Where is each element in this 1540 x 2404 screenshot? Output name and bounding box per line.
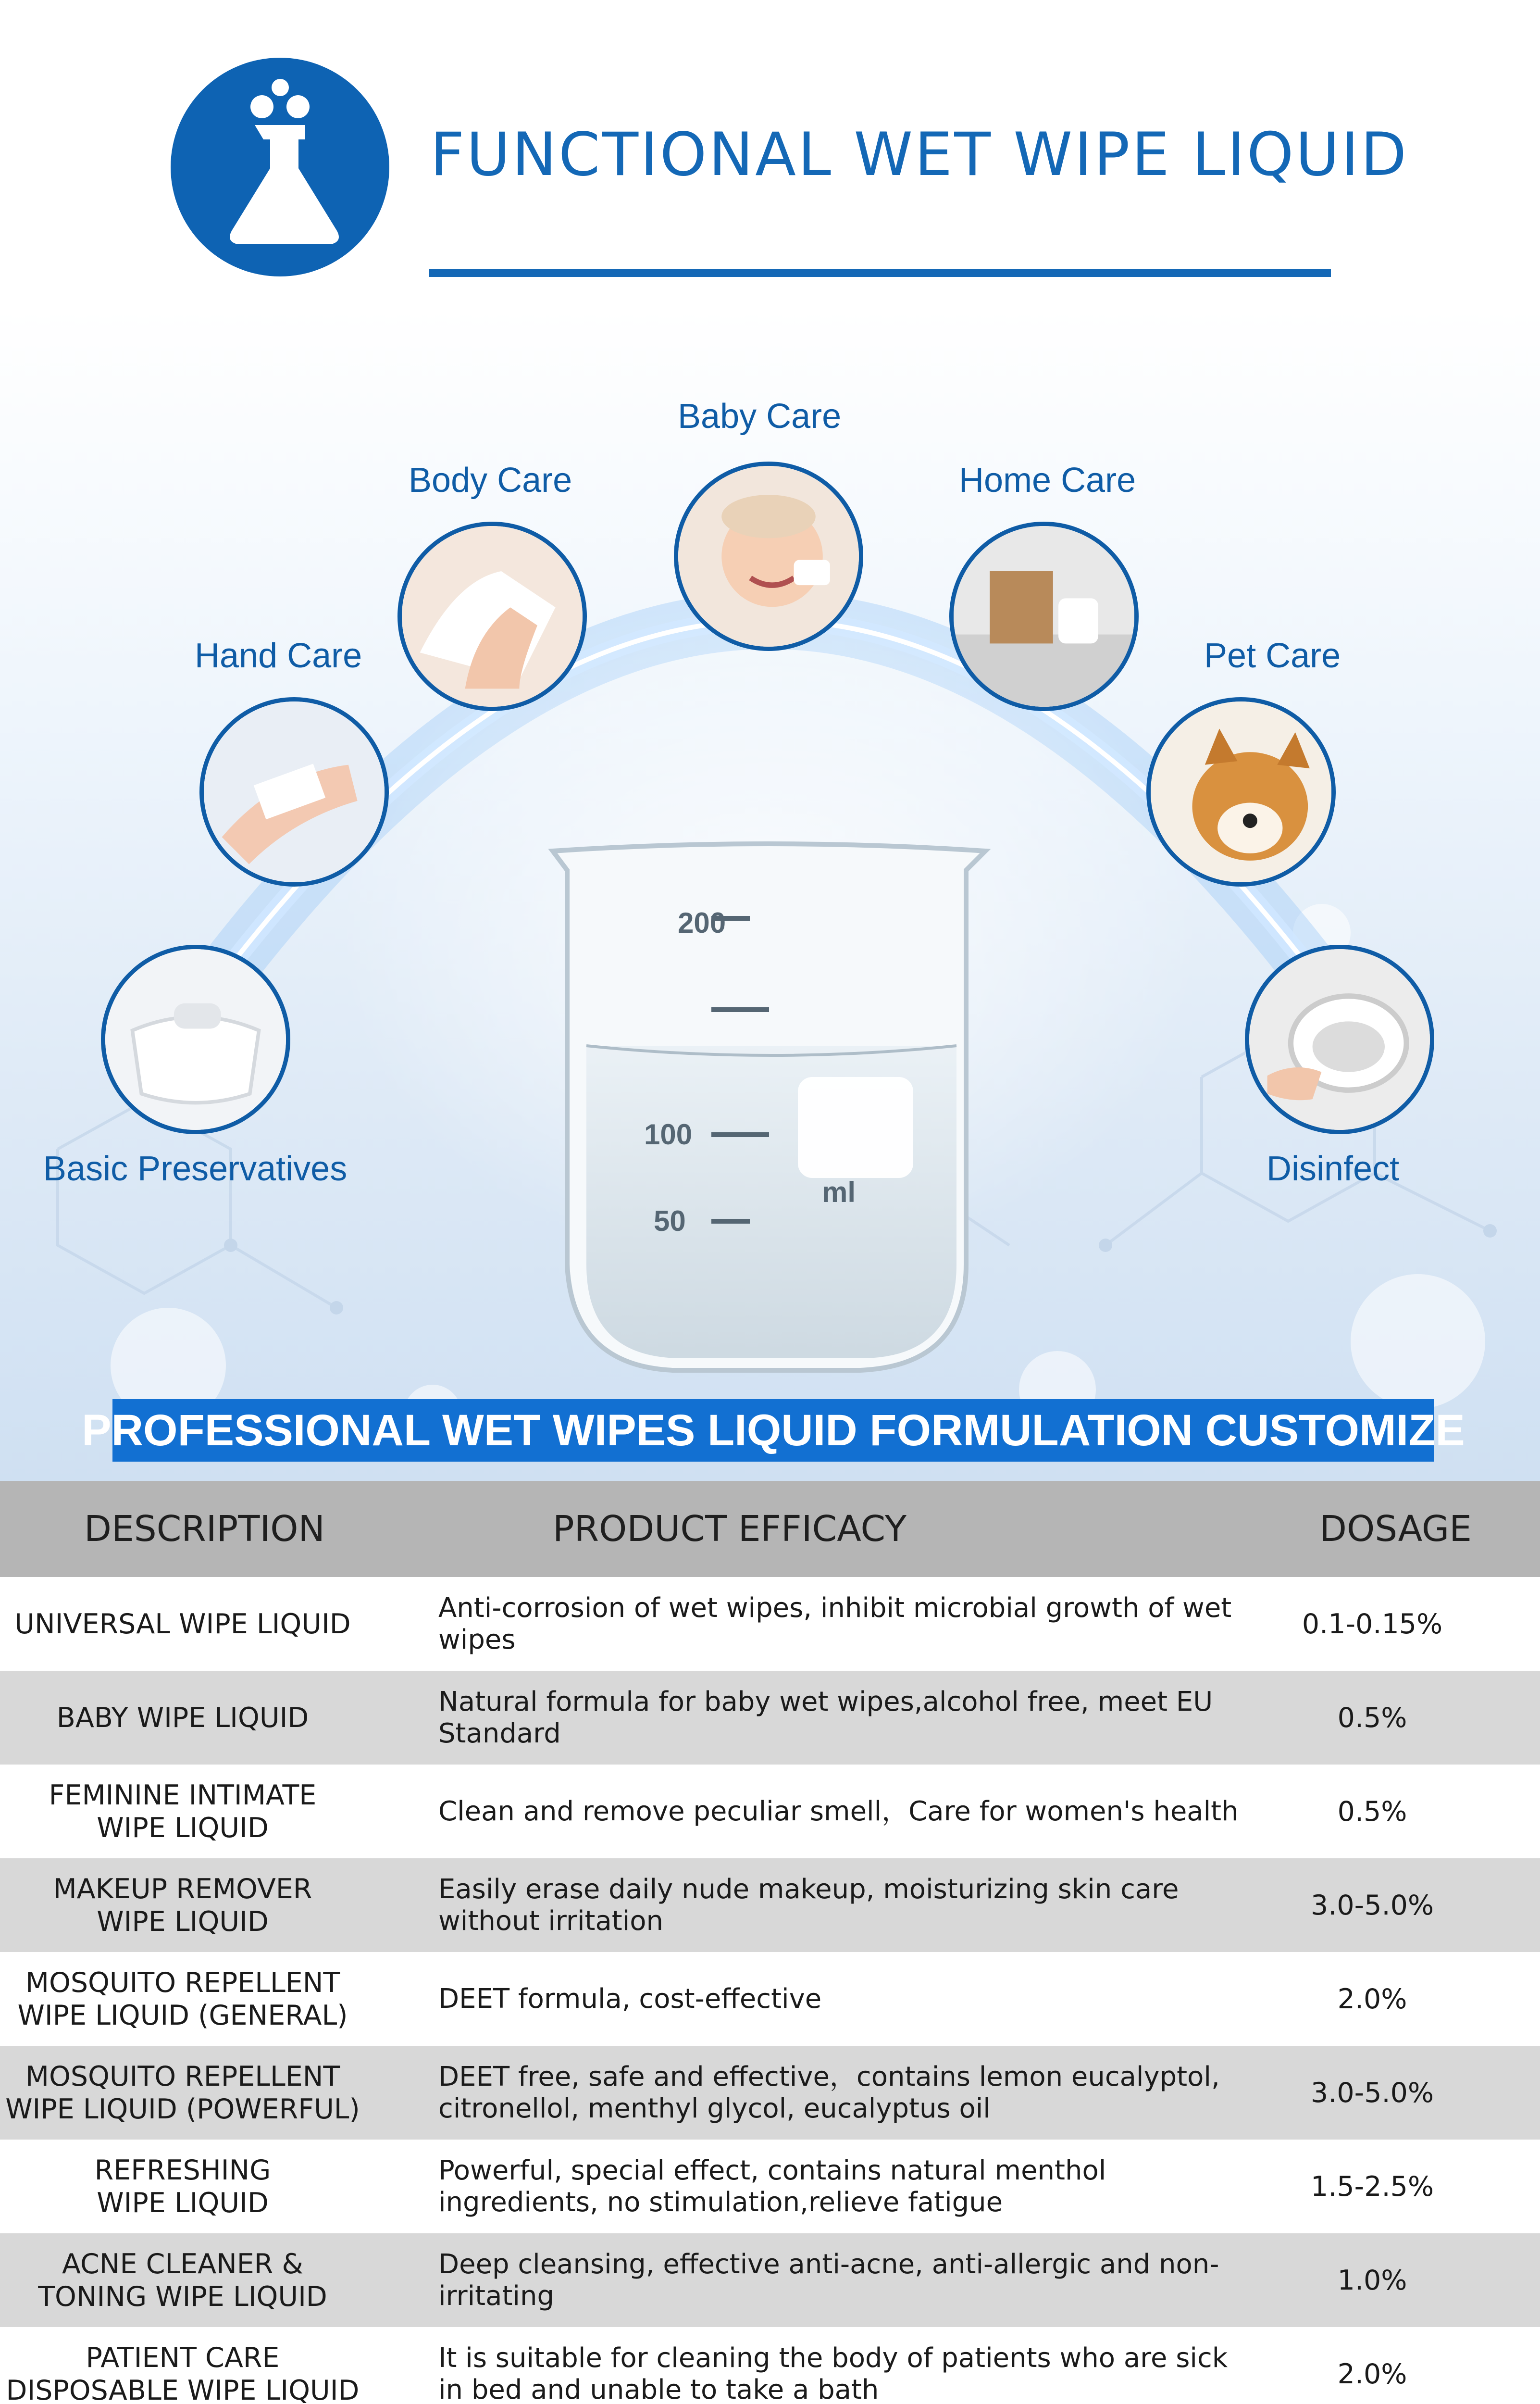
beaker-mark-200: 200 [678, 907, 726, 939]
product-efficacy [438, 1952, 1246, 2046]
kitchen-wiping-photo [949, 522, 1139, 711]
table-row [0, 1858, 1540, 1952]
header-description: DESCRIPTION [84, 1508, 325, 1550]
table-row [0, 1577, 1540, 1671]
beaker-mark-100: 100 [644, 1118, 693, 1151]
table-row [0, 2327, 1540, 2404]
product-efficacy [438, 2327, 1246, 2404]
flask-icon [171, 58, 389, 276]
product-dosage-text: 0.5% [1337, 1702, 1407, 1734]
customize-banner: PROFESSIONAL WET WIPES LIQUID FORMULATION CUSTOMIZE [112, 1399, 1434, 1462]
product-efficacy [438, 1671, 1246, 1765]
product-name [0, 2327, 365, 2404]
product-name [0, 1858, 365, 1952]
beaker-mark-ml: ml [822, 1176, 856, 1208]
table-row [0, 1671, 1540, 1765]
table-row [0, 2046, 1540, 2140]
product-name-text: MOSQUITO REPELLENT WIPE LIQUID (POWERFUL) [5, 2060, 360, 2125]
category-label-body-care: Body Care [409, 461, 572, 500]
product-dosage [1269, 2140, 1476, 2233]
category-label-hand-care: Hand Care [195, 637, 362, 675]
product-efficacy-text: DEET free, safe and effective，contains lemon eucalyptol, citronellol, menthyl glycol, eucalyptus oil [438, 2061, 1220, 2124]
product-name [0, 1952, 365, 2046]
product-efficacy-text: Natural formula for baby wet wipes,alcohol free, meet EU Standard [438, 1686, 1213, 1749]
hero-section [0, 308, 1540, 1481]
product-name [0, 1577, 365, 1671]
product-dosage [1269, 1765, 1476, 1858]
product-dosage-text: 0.1-0.15% [1302, 1608, 1443, 1640]
product-efficacy-text: Easily erase daily nude makeup, moisturizing skin care without irritation [438, 1873, 1179, 1937]
product-dosage [1269, 1952, 1476, 2046]
product-efficacy [438, 2046, 1246, 2140]
product-dosage [1269, 1671, 1476, 1765]
product-name [0, 1765, 365, 1858]
product-dosage-text: 1.5-2.5% [1310, 2170, 1434, 2203]
product-name-text: UNIVERSAL WIPE LIQUID [14, 1608, 351, 1640]
product-dosage [1269, 2046, 1476, 2140]
product-name-text: PATIENT CARE DISPOSABLE WIPE LIQUID [6, 2341, 360, 2404]
table-row [0, 2140, 1540, 2233]
product-dosage-text: 3.0-5.0% [1310, 1889, 1434, 1921]
product-name [0, 2233, 365, 2327]
product-efficacy-text: Clean and remove peculiar smell，Care for women's health [438, 1795, 1239, 1827]
product-name-text: MOSQUITO REPELLENT WIPE LIQUID (GENERAL) [17, 1966, 348, 2031]
product-efficacy [438, 1858, 1246, 1952]
product-efficacy-text: Deep cleansing, effective anti-acne, anti-allergic and non-irritating [438, 2248, 1219, 2312]
product-dosage-text: 2.0% [1337, 1983, 1407, 2015]
product-name-text: REFRESHING WIPE LIQUID [94, 2154, 271, 2219]
table-row [0, 1765, 1540, 1858]
product-dosage [1269, 2327, 1476, 2404]
product-name-text: ACNE CLEANER & TONING WIPE LIQUID [38, 2248, 327, 2313]
header-dosage: DOSAGE [1319, 1508, 1472, 1550]
product-name-text: BABY WIPE LIQUID [56, 1702, 309, 1734]
title-underline [429, 269, 1331, 277]
product-dosage [1269, 1858, 1476, 1952]
product-efficacy-text: DEET formula, cost-effective [438, 1983, 822, 2015]
beaker-mark-50: 50 [654, 1205, 686, 1237]
product-dosage [1269, 1577, 1476, 1671]
product-dosage-text: 2.0% [1337, 2358, 1407, 2390]
toilet-photo [1245, 945, 1434, 1134]
table-row [0, 1952, 1540, 2046]
page-title: FUNCTIONAL WET WIPE LIQUID [430, 120, 1409, 189]
product-efficacy-text: Anti-corrosion of wet wipes, inhibit microbial growth of wet wipes [438, 1592, 1232, 1655]
logo [171, 58, 389, 276]
table-row [0, 2233, 1540, 2327]
wiping-hand-photo [397, 522, 587, 711]
product-efficacy-text: Powerful, special effect, contains natural menthol ingredients, no stimulation,relieve fatigue [438, 2154, 1106, 2218]
product-name [0, 1671, 365, 1765]
product-dosage-text: 3.0-5.0% [1310, 2077, 1434, 2109]
product-efficacy-text: It is suitable for cleaning the body of patients who are sick in bed and unable to take a bath [438, 2342, 1228, 2404]
product-efficacy [438, 2233, 1246, 2327]
product-efficacy [438, 2140, 1246, 2233]
dog-photo [1146, 697, 1336, 887]
baby-photo [674, 462, 863, 651]
hands-wipe-photo [199, 697, 389, 887]
category-label-home-care: Home Care [959, 461, 1136, 500]
product-name [0, 2140, 365, 2233]
product-dosage [1269, 2233, 1476, 2327]
product-efficacy [438, 1577, 1246, 1671]
header-efficacy: PRODUCT EFFICACY [553, 1508, 907, 1550]
category-label-disinfect: Disinfect [1267, 1150, 1400, 1188]
product-name-text: FEMININE INTIMATE WIPE LIQUID [49, 1779, 317, 1844]
product-dosage-text: 0.5% [1337, 1795, 1407, 1828]
product-dosage-text: 1.0% [1337, 2264, 1407, 2296]
product-name [0, 2046, 365, 2140]
product-name-text: MAKEUP REMOVER WIPE LIQUID [53, 1873, 312, 1938]
wipe-pack-photo [101, 945, 290, 1134]
formulation-table [0, 1481, 1540, 2404]
table-body [0, 1577, 1540, 2404]
category-label-basic-preservatives: Basic Preservatives [43, 1150, 348, 1188]
category-label-pet-care: Pet Care [1204, 637, 1341, 675]
product-efficacy [438, 1765, 1246, 1858]
table-header [0, 1481, 1540, 1577]
beaker-image [553, 844, 985, 1370]
category-label-baby-care: Baby Care [678, 397, 842, 436]
